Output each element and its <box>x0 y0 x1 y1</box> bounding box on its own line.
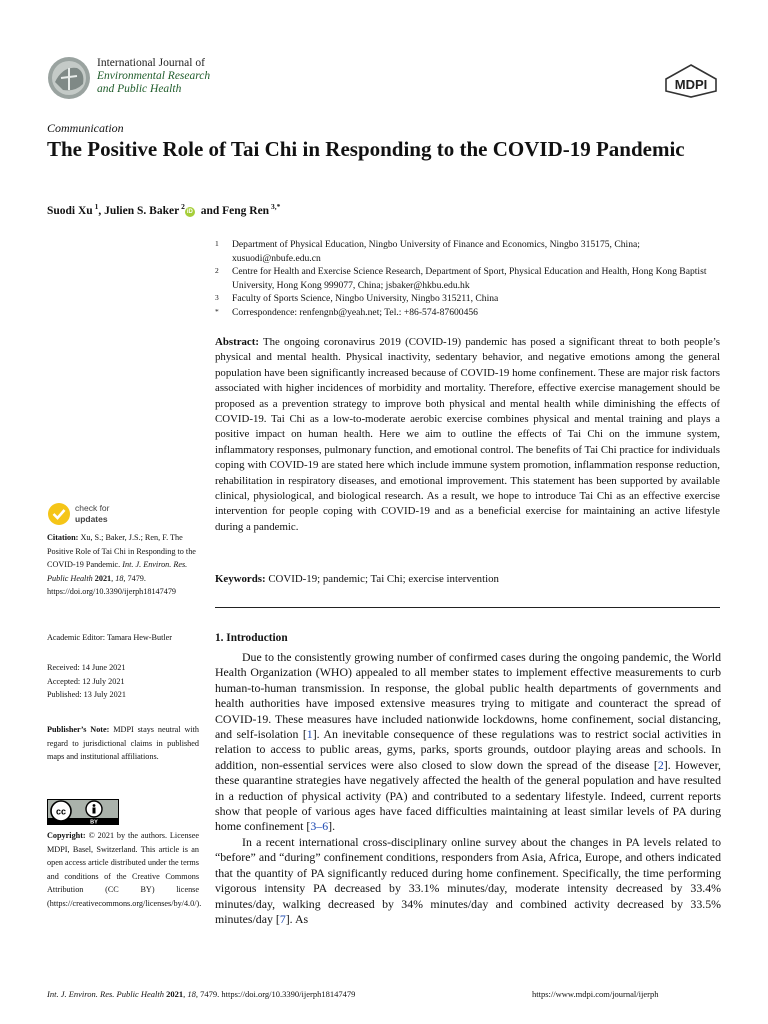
academic-editor: Academic Editor: Tamara Hew-Butler <box>47 633 172 642</box>
copyright-notice <box>47 829 202 910</box>
author-affiliation-mark: 1 <box>92 202 99 211</box>
keywords-label: Keywords: <box>215 573 266 585</box>
section-divider <box>215 607 720 608</box>
affiliation-text: Centre for Health and Exercise Science Research, Department of Sport, Physical Education and Health, Hong Kong Baptist University, Hong Kong 999077, China; jsbaker@hkbu.edu.hk <box>232 266 707 291</box>
author-separator: and <box>197 204 223 217</box>
paragraph-text: ]. An inevitable consequence of these regulations was to restrict social activities in relation to access to public areas, gyms, parks, sports grounds, outdoor playing areas and schools. In addition, non-essential services were also closed to slow down the spread of the disease [ <box>215 727 721 772</box>
author-list <box>47 202 280 217</box>
citation-reference-link[interactable]: 7 <box>279 911 286 926</box>
affiliations <box>215 238 720 319</box>
introduction-heading: 1. Introduction <box>215 632 288 644</box>
footer-journal-url[interactable]: https://www.mdpi.com/journal/ijerph <box>532 989 659 999</box>
journal-logo-icon <box>47 56 91 100</box>
citation-volume: 18 <box>115 573 124 583</box>
cc-by-label: BY <box>90 819 98 825</box>
publishers-note <box>47 723 199 764</box>
paragraph-text: ]. However, these quarantine strategies have negatively affected the health of the general population and have resulted in a reduction of physical activity (PA) and contributed to a sedentary lifestyle. Indeed, current reports show that people of various ages have faced difficulties maintaining at least similar levels of PA during home confinement [ <box>215 757 721 834</box>
svg-text:cc: cc <box>55 806 67 817</box>
introduction-body <box>215 650 721 927</box>
citation-reference-link[interactable]: 2 <box>657 757 664 772</box>
check-for-updates-button[interactable] <box>47 501 147 527</box>
mdpi-logo-text: MDPI <box>674 77 708 92</box>
orcid-icon[interactable]: iD <box>186 208 193 215</box>
copyright-label: Copyright: <box>47 831 86 840</box>
publication-dates <box>47 661 199 702</box>
footer-doi[interactable]: , 7479. https://doi.org/10.3390/ijerph18147479 <box>195 989 356 999</box>
journal-name-line3: and Public Health <box>97 83 182 95</box>
accepted-date: Accepted: 12 July 2021 <box>47 676 125 686</box>
citation-text: Xu, S.; Baker, J.S.; Ren, F. The Positive Role of Tai Chi in Responding to the COVID-19 Pandemic. <box>47 533 196 569</box>
article-type: Communication <box>47 121 124 135</box>
publishers-note-label: Publisher’s Note: <box>47 725 110 734</box>
introduction-paragraph-2 <box>215 835 721 927</box>
affiliation-number: 2 <box>215 266 219 275</box>
check-updates-line1: check for <box>75 503 110 513</box>
affiliation-text: Department of Physical Education, Ningbo University of Finance and Economics, Ningbo 315175, China; xusuodi@nbufe.edu.cn <box>232 239 640 264</box>
citation-block: Citation: Xu, S.; Baker, J.S.; Ren, F. The Positive Role of Tai Chi in Responding to the COVID-19 Pandemic. Int. J. Environ. Res. Public Health 2021, 18, 7479. https://doi.org/10.3390/ijerph18147479 <box>47 533 196 596</box>
citation-doi[interactable]: , 7479. https://doi.org/10.3390/ijerph18147479 <box>47 573 177 596</box>
citation-label: Citation: <box>47 533 79 542</box>
footer-citation: Int. J. Environ. Res. Public Health 2021, 18, 7479. https://doi.org/10.3390/ijerph18147479 <box>47 989 356 999</box>
abstract-label: Abstract: <box>215 336 259 348</box>
affiliation-text: Faculty of Sports Science, Ningbo University, Ningbo 315211, China <box>232 293 499 304</box>
introduction-paragraph-1 <box>215 650 721 835</box>
published-date: Published: 13 July 2021 <box>47 690 126 699</box>
affiliation-number: * <box>215 306 219 316</box>
publishers-note-text: MDPI stays neutral with regard to jurisdictional claims in published maps and institutional affiliations. <box>47 725 200 761</box>
paragraph-text: In a recent international cross-disciplinary online survey about the changes in PA levels related to “before” and “during” confinement conditions, responders from Asia, Africa, Europe, and others indicated that the quantity of PA significantly reduced during home confinement. Specifically, the time performing vigorous intensity PA decreased by 33.1% minutes/day, moderate intensity decreased by 33.4% minutes/day, walking decreased by 34% minutes/day and combined activity decreased by 33.5% minutes/day [ <box>215 834 721 926</box>
citation-journal: Int. J. Environ. Res. Public Health <box>47 560 188 583</box>
paragraph-text: ]. As <box>285 911 309 926</box>
keywords-text: COVID-19; pandemic; Tai Chi; exercise intervention <box>268 573 499 585</box>
keywords <box>215 572 720 587</box>
author-affiliation-mark: 2 <box>179 202 185 211</box>
check-updates-line2: updates <box>75 514 108 524</box>
footer-volume: 18 <box>187 989 196 999</box>
affiliation-item <box>215 292 720 306</box>
author-name: Feng Ren <box>222 204 270 217</box>
affiliation-item <box>215 238 720 265</box>
affiliation-number: 1 <box>215 239 219 248</box>
cc-by-license-icon[interactable] <box>47 799 119 825</box>
paragraph-text: ]. <box>328 819 336 834</box>
copyright-text: © 2021 by the authors. Licensee MDPI, Basel, Switzerland. This article is an open access article distributed under the terms and conditions of the Creative Commons Attribution (CC BY) license (https://creativecommons.org/licenses/by/4.0/). <box>47 831 202 908</box>
affiliation-number: 3 <box>215 293 219 302</box>
citation-reference-link[interactable]: 1 <box>306 727 313 742</box>
affiliation-item <box>215 306 720 320</box>
affiliation-item <box>215 265 720 292</box>
journal-name <box>97 57 210 96</box>
abstract-text: The ongoing coronavirus 2019 (COVID-19) pandemic has posed a significant threat to both people’s physical and mental health. Physical inactivity, sedentary behavior, and negative emotions among the general population have been significantly increased because of COVID-19 home confinement. These are major risk factors associated with higher incidences of morbidity and mortality. Therefore, effective exercise management should be proposed as a prevention strategy to improve both physical and mental health while diminishing the effects of COVID-19. Tai Chi as a low-to-moderate aerobic exercise combines physical and mental training and plays a positive impact on human health. Here we aim to outline the effects of Tai Chi on the immune system, inflammatory responses, pulmonary function, and emotional control. The benefits of Tai Chi practice for individuals coping with COVID-19 are stated here which include immune system promotion, inflammation response reduction, rehabilitation in respiratory diseases, and emotional improvement. This statement has been supported by available clinical, physiological, and biological research. As a result, we hope to introduce Tai Chi as an effective exercise intervention for people coping with COVID-19 and as a beneficial exercise for maintaining an active lifestyle during a pandemic. <box>215 336 721 533</box>
journal-name-line1: International Journal of <box>97 57 205 69</box>
mdpi-logo-icon <box>664 64 718 98</box>
author-name: Suodi Xu <box>47 204 93 217</box>
footer-journal: Int. J. Environ. Res. Public Health <box>47 989 165 999</box>
paragraph-text: Due to the consistently growing number of confirmed cases during the ongoing pandemic, the World Health Organization (WHO) appealed to all member states to implement effective measurements to curb human-to-human transmission. In response, the global public health departments of governments and health authorities have imposed extensive measures trying to mitigate and counteract the spread of COVID-19. These measures have included nationwide lockdowns, home confinement, social distancing, and self-isolation [ <box>215 650 721 742</box>
received-date: Received: 14 June 2021 <box>47 663 126 672</box>
footer-year: 2021 <box>166 989 184 999</box>
citation-reference-link[interactable]: 3–6 <box>310 819 329 834</box>
author-separator: , <box>98 204 105 217</box>
author-name: Julien S. Baker <box>104 204 180 217</box>
journal-name-line2: Environmental Research <box>97 70 211 82</box>
affiliation-text: Correspondence: renfengnb@yeah.net; Tel.: +86-574-87600456 <box>232 306 478 318</box>
author-affiliation-mark: 3,* <box>269 202 281 211</box>
article-title: The Positive Role of Tai Chi in Responding to the COVID-19 Pandemic <box>47 137 685 161</box>
abstract <box>215 335 720 535</box>
citation-year: 2021 <box>94 573 112 583</box>
